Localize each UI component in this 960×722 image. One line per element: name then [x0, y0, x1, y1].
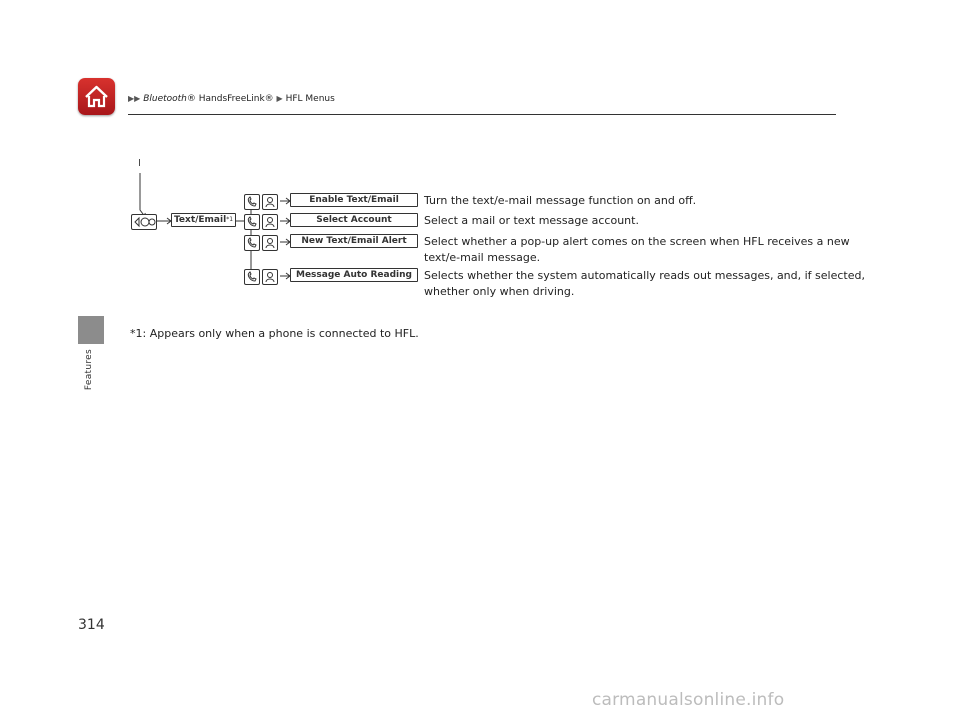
phone-icon: [244, 214, 260, 230]
section-label: Features: [84, 349, 94, 391]
watermark: carmanualsonline.info: [592, 690, 785, 710]
cursor-mark: I: [138, 158, 141, 169]
phone-icon: [244, 235, 260, 251]
breadcrumb-arrow-icon: ▶▶: [128, 94, 141, 103]
desc-select-account: Select a mail or text message account.: [424, 214, 639, 227]
breadcrumb-bluetooth: Bluetooth: [143, 94, 187, 104]
menu-message-auto-reading: Message Auto Reading: [290, 268, 418, 282]
voice-icon: [262, 269, 278, 285]
menu-text-email: Text/Email$^{*1}$: [171, 213, 236, 227]
voice-icon: [262, 194, 278, 210]
voice-icon: [262, 235, 278, 251]
footnote: *1: Appears only when a phone is connected to HFL.: [130, 327, 419, 340]
phone-icon: [244, 269, 260, 285]
page-number: 314: [78, 617, 105, 633]
phone-button-icon: [131, 214, 157, 230]
menu-select-account: Select Account: [290, 213, 418, 227]
breadcrumb-arrow-icon: ▶: [276, 94, 283, 103]
menu-enable-text-email: Enable Text/Email: [290, 193, 418, 207]
breadcrumb-handsfreelink: ® HandsFreeLink®: [186, 94, 274, 104]
voice-icon: [262, 214, 278, 230]
menu-new-text-email-alert: New Text/Email Alert: [290, 234, 418, 248]
desc-enable-text-email: Turn the text/e-mail message function on and off.: [424, 194, 697, 207]
desc-new-text-email-alert: Select whether a pop-up alert comes on the screen when HFL receives a new text/e-mail message.: [424, 235, 850, 264]
breadcrumb-hfl-menus: HFL Menus: [285, 94, 335, 104]
desc-message-auto-reading: Selects whether the system automatically reads out messages, and, if selected, whether only when driving.: [424, 269, 865, 298]
phone-icon: [244, 194, 260, 210]
